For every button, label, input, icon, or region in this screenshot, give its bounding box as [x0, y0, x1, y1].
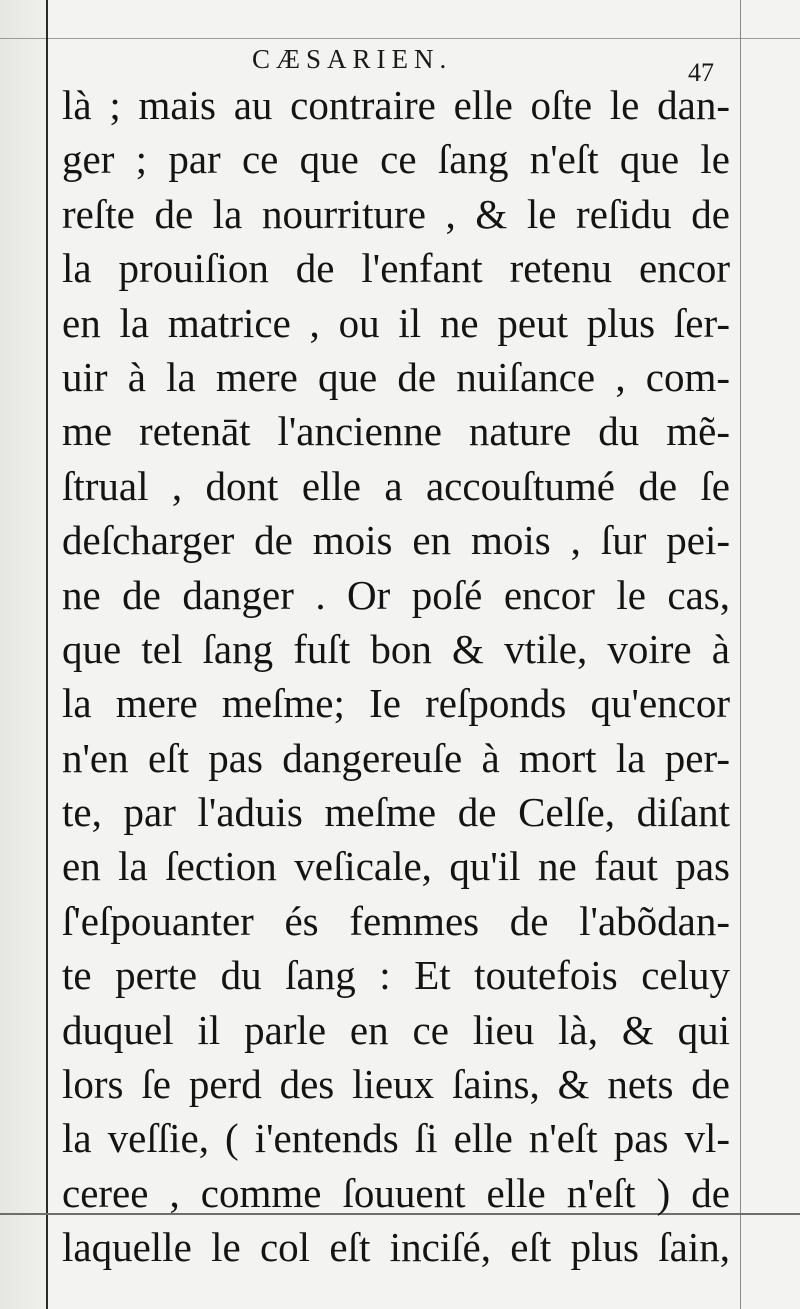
text-line: ne de danger . Or poſé encor le cas,: [62, 571, 730, 618]
text-line: en la ſection veſicale, qu'il ne faut pas: [62, 843, 730, 890]
text-line: la veſſie, ( i'entends ſi elle n'eſt pas vl-: [62, 1115, 730, 1162]
text-line: laquelle le col eſt inciſé, eſt plus ſain,: [62, 1224, 730, 1271]
text-line: duquel il parle en ce lieu là, & qui: [62, 1006, 730, 1053]
text-line: que tel ſang fuſt bon & vtile, voire à: [62, 625, 730, 672]
text-line: n'en eſt pas dangereuſe à mort la per-: [62, 734, 730, 781]
text-line: deſcharger de mois en mois , ſur pei-: [62, 517, 730, 564]
running-title: CÆSARIEN.: [252, 44, 453, 74]
text-line: ger ; par ce que ce ſang n'eſt que le: [62, 136, 730, 183]
left-frame-line: [46, 0, 48, 1309]
text-line: la prouiſion de l'enfant retenu encor: [62, 245, 730, 292]
page-number: 47: [688, 58, 714, 87]
text-line: uir à la mere que de nuiſance , com-: [62, 353, 730, 400]
text-line: reſte de la nourriture , & le reſidu de: [62, 190, 730, 237]
text-line: la mere meſme; Ie reſponds qu'encor: [62, 680, 730, 727]
text-line: me retenāt l'ancienne nature du mẽ-: [62, 408, 730, 455]
text-line: lors ſe perd des lieux ſains, & nets de: [62, 1061, 730, 1108]
text-line: ſ'eſpouanter és femmes de l'abõdan-: [62, 897, 730, 944]
text-line: en la matrice , ou il ne peut plus ſer-: [62, 299, 730, 346]
page-header: [0, 44, 800, 87]
text-line: ceree , comme ſouuent elle n'eſt ) de: [62, 1169, 730, 1216]
text-line: ſtrual , dont elle a accouſtumé de ſe: [62, 462, 730, 509]
right-frame-line: [740, 0, 741, 1309]
text-line: te perte du ſang : Et toutefois celuy: [62, 952, 730, 999]
top-frame-line: [0, 38, 800, 39]
text-line: là ; mais au contraire elle oſte le dan-: [62, 82, 730, 128]
text-line: te, par l'aduis meſme de Celſe, diſant: [62, 789, 730, 836]
page-gutter-shadow: [0, 0, 46, 1309]
body-text: [62, 78, 730, 1275]
